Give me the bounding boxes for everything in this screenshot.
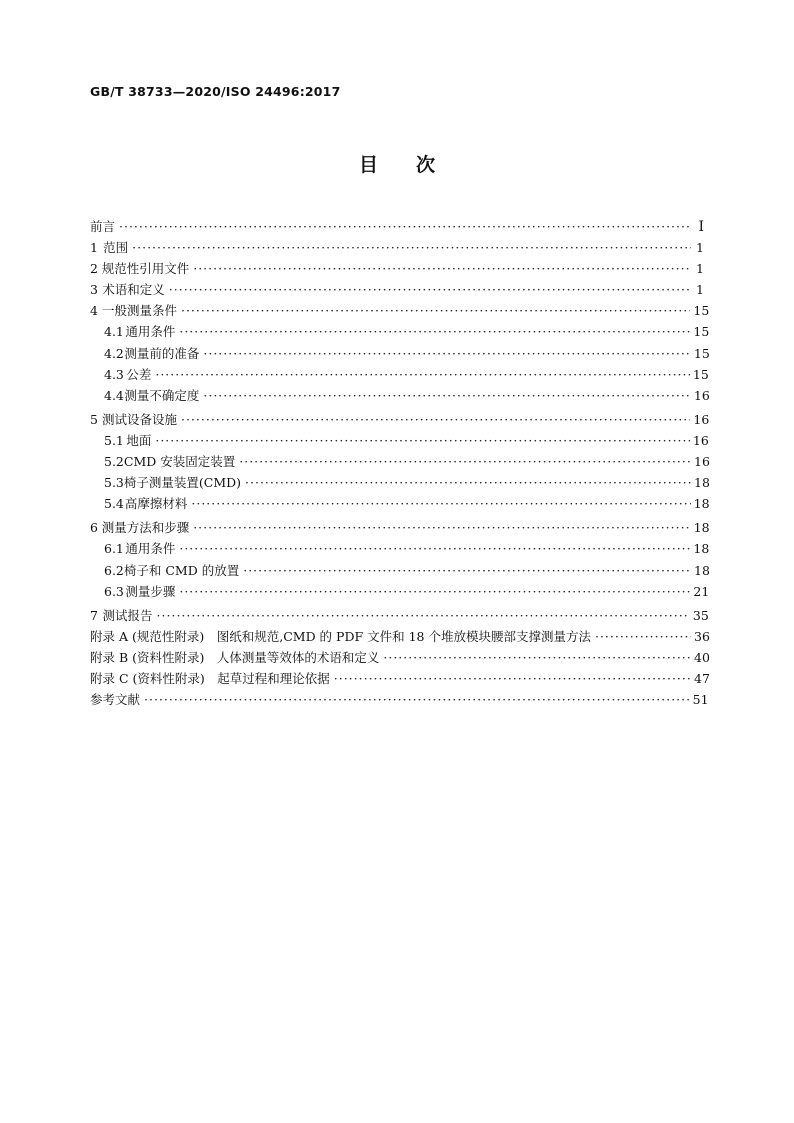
toc-entry-page: 18 bbox=[694, 475, 710, 491]
toc-entry-title: 测量前的准备 bbox=[124, 345, 200, 361]
dot-leader bbox=[245, 472, 691, 493]
toc-entry-title: 通用条件 bbox=[125, 324, 176, 340]
toc-entry[interactable] bbox=[90, 385, 710, 406]
toc-entry-title: 通用条件 bbox=[125, 541, 176, 557]
toc-entry-page: Ⅰ bbox=[698, 219, 704, 235]
page-title: 目 次 bbox=[358, 154, 435, 176]
toc-entry-number: 4.2 bbox=[104, 345, 124, 361]
dot-leader bbox=[193, 517, 690, 538]
toc-entry-title: 地面 bbox=[126, 432, 152, 448]
toc-entry-number: 6.3 bbox=[104, 583, 124, 599]
toc-entry-page: 21 bbox=[693, 583, 710, 599]
dot-leader bbox=[144, 689, 690, 710]
toc-entry-number: 7 bbox=[90, 607, 98, 623]
toc-entry[interactable] bbox=[90, 343, 710, 364]
toc-entry[interactable] bbox=[90, 300, 710, 321]
dot-leader bbox=[155, 364, 690, 385]
toc-entry-title: 椅子测量装置(CMD) bbox=[123, 475, 242, 491]
dot-leader bbox=[243, 560, 691, 581]
standard-code: GB/T 38733—2020/ISO 24496:2017 bbox=[90, 84, 341, 99]
toc-entry-title: 一般测量条件 bbox=[101, 303, 177, 319]
toc-entry-title: 附录 C (资料性附录) 起草过程和理论依据 bbox=[90, 670, 330, 686]
toc-entry-title: 测量不确定度 bbox=[124, 387, 200, 403]
dot-leader bbox=[179, 538, 690, 559]
toc-entry-title: 前言 bbox=[90, 219, 116, 234]
toc-entry-title: 高摩擦材料 bbox=[124, 496, 188, 512]
toc-entry-title: CMD 安装固定装置 bbox=[123, 454, 236, 470]
toc-entry[interactable] bbox=[90, 560, 710, 581]
toc-entry[interactable] bbox=[90, 605, 709, 626]
toc-entry[interactable] bbox=[90, 472, 710, 493]
toc-entry-number: 2 bbox=[90, 261, 98, 277]
dot-leader bbox=[119, 216, 691, 237]
dot-leader bbox=[203, 385, 691, 406]
toc-entry-title: 测试报告 bbox=[102, 607, 153, 623]
toc-entry-page: 47 bbox=[694, 670, 710, 686]
toc-entry-number: 6.2 bbox=[104, 562, 124, 578]
toc-entry-number: 4.1 bbox=[104, 324, 124, 340]
toc-entry-page: 16 bbox=[692, 432, 709, 448]
toc-entry-number: 4 bbox=[90, 303, 98, 319]
toc-entry-page: 18 bbox=[693, 541, 710, 557]
dot-leader bbox=[181, 409, 690, 430]
dot-leader bbox=[203, 343, 691, 364]
toc-entry[interactable] bbox=[90, 647, 710, 668]
dot-leader bbox=[181, 300, 690, 321]
toc-entry[interactable] bbox=[90, 493, 710, 514]
toc-entry[interactable] bbox=[90, 364, 709, 385]
dot-leader bbox=[239, 451, 691, 472]
toc-entry-page: 15 bbox=[693, 303, 710, 319]
toc-entry-number: 1 bbox=[90, 240, 98, 256]
toc-entry-page: 15 bbox=[692, 366, 709, 382]
toc-entry-number: 4.3 bbox=[104, 366, 124, 382]
toc-entry[interactable] bbox=[90, 216, 704, 237]
toc-entry-number: 6 bbox=[90, 520, 98, 536]
toc-entry[interactable] bbox=[90, 517, 710, 538]
toc-entry[interactable] bbox=[90, 451, 710, 472]
toc-entry-page: 15 bbox=[693, 345, 710, 361]
toc-entry-page: 35 bbox=[692, 607, 709, 623]
toc-entry-number: 3 bbox=[90, 282, 98, 298]
toc-entry-page: 16 bbox=[694, 454, 710, 470]
toc-entry-number: 5.3 bbox=[104, 475, 124, 491]
toc-entry-title: 规范性引用文件 bbox=[101, 261, 190, 277]
dot-leader bbox=[132, 237, 691, 258]
toc-entry-title: 测量方法和步骤 bbox=[101, 520, 190, 536]
dot-leader bbox=[179, 581, 690, 602]
toc-entry-page: 36 bbox=[694, 628, 710, 644]
dot-leader bbox=[191, 493, 690, 514]
dot-leader bbox=[155, 430, 690, 451]
toc-entry[interactable] bbox=[90, 581, 710, 602]
toc-entry-number: 4.4 bbox=[104, 387, 124, 403]
toc-entry[interactable] bbox=[90, 538, 710, 559]
toc-entry-title: 附录 B (资料性附录) 人体测量等效体的术语和定义 bbox=[90, 649, 380, 665]
toc-entry-page: 40 bbox=[694, 649, 710, 665]
dot-leader bbox=[193, 258, 691, 279]
dot-leader bbox=[169, 279, 691, 300]
toc-entry-page: 18 bbox=[693, 520, 710, 536]
toc-entry[interactable] bbox=[90, 258, 704, 279]
toc-entry-page: 18 bbox=[693, 496, 710, 512]
dot-leader bbox=[383, 647, 691, 668]
toc-entry-page: 1 bbox=[696, 261, 704, 277]
toc-entry-title: 测量步骤 bbox=[125, 583, 176, 599]
toc-entry-title: 参考文献 bbox=[90, 692, 141, 708]
toc-entry-number: 5.2 bbox=[104, 454, 124, 470]
toc-entry[interactable] bbox=[90, 626, 710, 647]
toc-entry-number: 5 bbox=[90, 411, 98, 427]
toc-entry-title: 测试设备设施 bbox=[101, 411, 177, 427]
toc-entry[interactable] bbox=[90, 668, 710, 689]
toc-entry-page: 1 bbox=[696, 240, 704, 256]
toc-entry[interactable] bbox=[90, 689, 709, 710]
toc-entry-title: 术语和定义 bbox=[102, 282, 165, 298]
toc-entry-page: 15 bbox=[693, 324, 710, 340]
toc-entry-title: 公差 bbox=[126, 366, 152, 382]
toc-entry[interactable] bbox=[90, 237, 704, 258]
toc-entry[interactable] bbox=[90, 321, 710, 342]
toc-entry-page: 51 bbox=[692, 692, 709, 708]
toc-entry-page: 16 bbox=[693, 411, 710, 427]
toc-entry[interactable] bbox=[90, 279, 704, 300]
dot-leader bbox=[157, 605, 690, 626]
toc-entry-page: 18 bbox=[694, 562, 710, 578]
toc-entry-title: 椅子和 CMD 的放置 bbox=[123, 562, 240, 578]
toc-entry-title: 附录 A (规范性附录) 图纸和规范,CMD 的 PDF 文件和 18 个堆放模块腰部支撑测量方法 bbox=[90, 628, 591, 644]
toc-entry-number: 5.1 bbox=[104, 432, 124, 448]
dot-leader bbox=[179, 321, 690, 342]
toc-entry[interactable] bbox=[90, 409, 710, 430]
toc-entry[interactable] bbox=[90, 430, 709, 451]
toc-entry-number: 6.1 bbox=[104, 541, 124, 557]
toc-entry-number: 5.4 bbox=[104, 496, 124, 512]
dot-leader bbox=[334, 668, 691, 689]
table-of-contents bbox=[90, 216, 710, 710]
dot-leader bbox=[595, 626, 691, 647]
toc-entry-page: 16 bbox=[693, 387, 710, 403]
toc-entry-title: 范围 bbox=[103, 240, 129, 256]
toc-entry-page: 1 bbox=[696, 282, 704, 298]
